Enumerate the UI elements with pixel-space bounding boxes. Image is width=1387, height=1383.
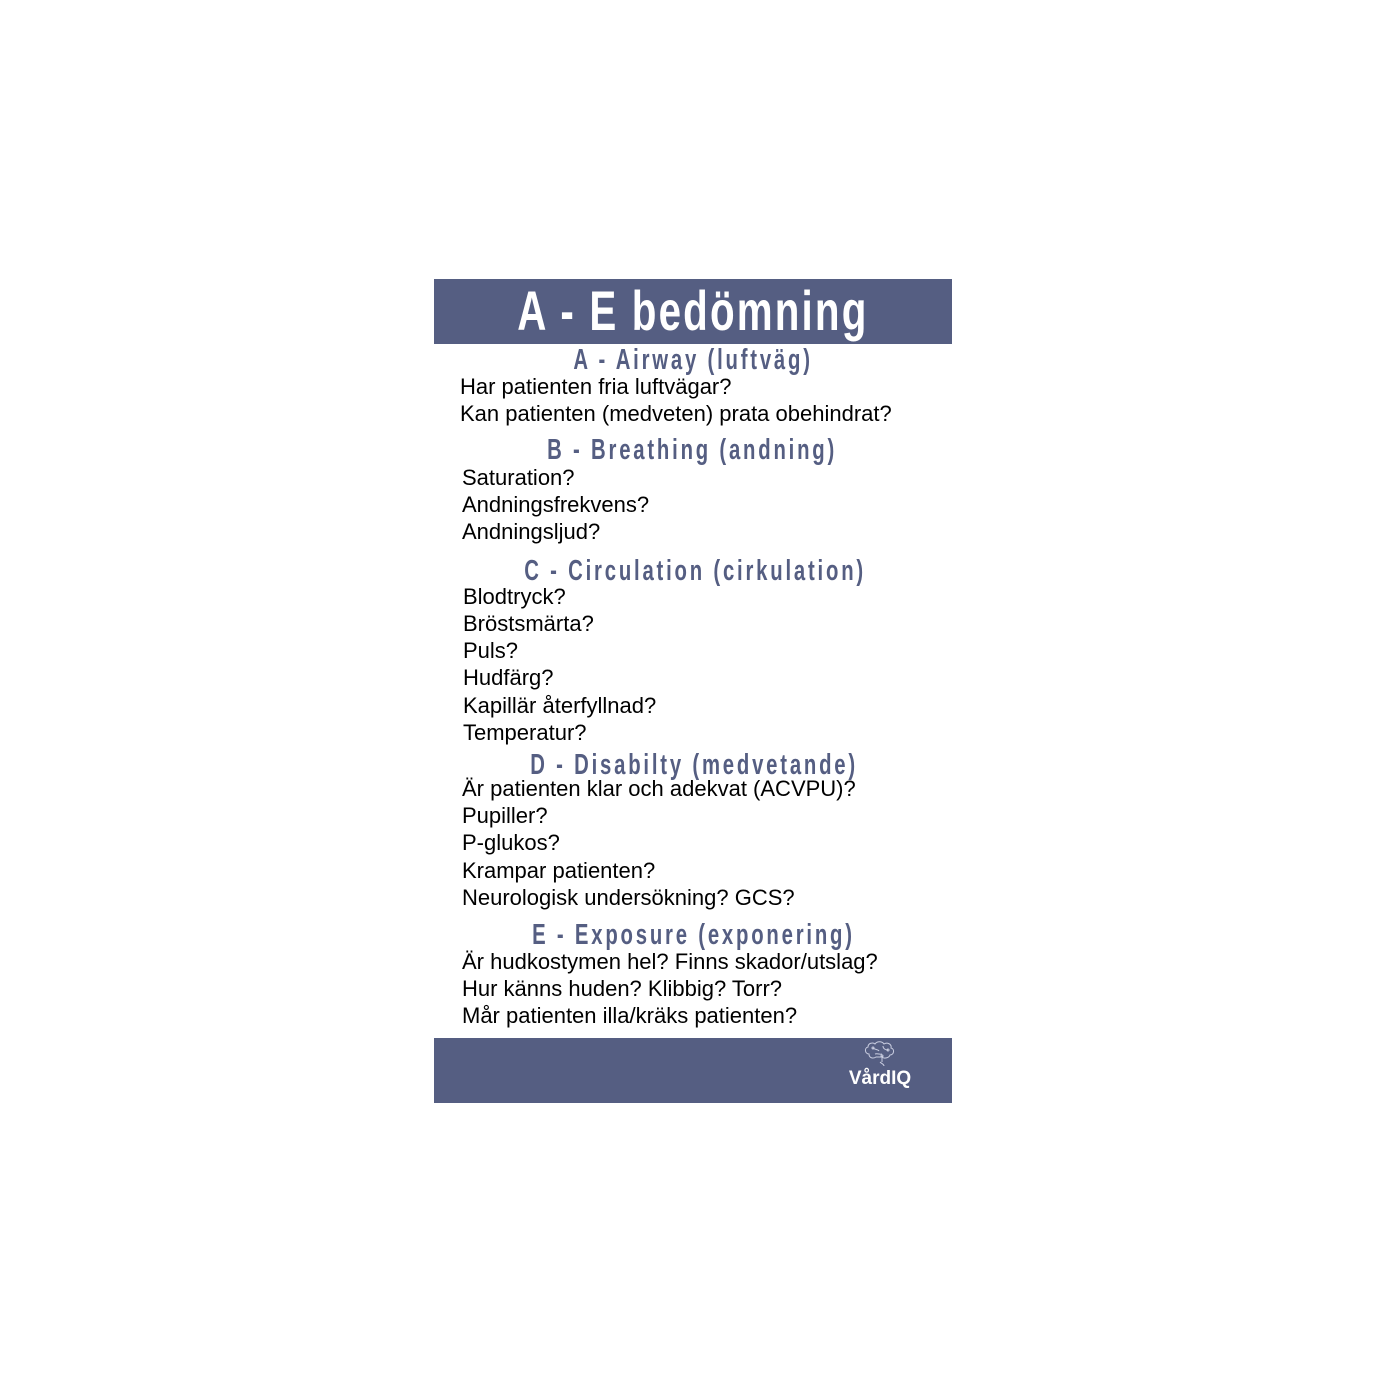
- section-heading-text: A - Airway (luftväg): [573, 344, 813, 376]
- vardiq-logo: [842, 1040, 918, 1090]
- checklist-item: Andningsfrekvens?: [462, 492, 650, 517]
- checklist-item: Är hudkostymen hel? Finns skador/utslag?: [462, 949, 878, 974]
- checklist-item: P-glukos?: [462, 830, 560, 855]
- section-heading: [393, 345, 993, 375]
- checklist-item: Andningsljud?: [462, 519, 601, 544]
- checklist-item: Bröstsmärta?: [463, 611, 594, 636]
- checklist-item: Krampar patienten?: [462, 858, 656, 883]
- checklist-item: Är patienten klar och adekvat (ACVPU)?: [462, 776, 856, 801]
- section-heading: [392, 435, 992, 465]
- checklist-item: Pupiller?: [462, 803, 548, 828]
- section-heading-text: B - Breathing (andning): [547, 434, 837, 466]
- header-banner: [434, 279, 952, 344]
- checklist-item: Puls?: [463, 638, 519, 663]
- checklist-item: Har patienten fria luftvägar?: [460, 374, 732, 399]
- checklist-item: Saturation?: [462, 465, 575, 490]
- brain-icon: [861, 1040, 899, 1066]
- checklist-item: Neurologisk undersökning? GCS?: [462, 885, 795, 910]
- section-heading-text: D - Disabilty (medvetande): [530, 749, 858, 781]
- checklist-item: Blodtryck?: [463, 584, 566, 609]
- section-heading: [395, 556, 995, 586]
- checklist-item: Temperatur?: [463, 720, 587, 745]
- checklist-item: Kapillär återfyllnad?: [463, 693, 657, 718]
- checklist-item: Kan patienten (medveten) prata obehindrat?: [460, 401, 892, 426]
- logo-text: VårdIQ: [848, 1068, 912, 1089]
- section-heading-text: E - Exposure (exponering): [531, 919, 855, 951]
- footer-banner: [434, 1038, 952, 1103]
- section-heading-text: C - Circulation (cirkulation): [524, 555, 866, 587]
- checklist-item: Hur känns huden? Klibbig? Torr?: [462, 976, 783, 1001]
- section-heading: [393, 920, 993, 950]
- page-title: A - E bedömning: [517, 279, 869, 342]
- checklist-item: Hudfärg?: [463, 665, 554, 690]
- checklist-item: Mår patienten illa/kräks patienten?: [462, 1003, 798, 1028]
